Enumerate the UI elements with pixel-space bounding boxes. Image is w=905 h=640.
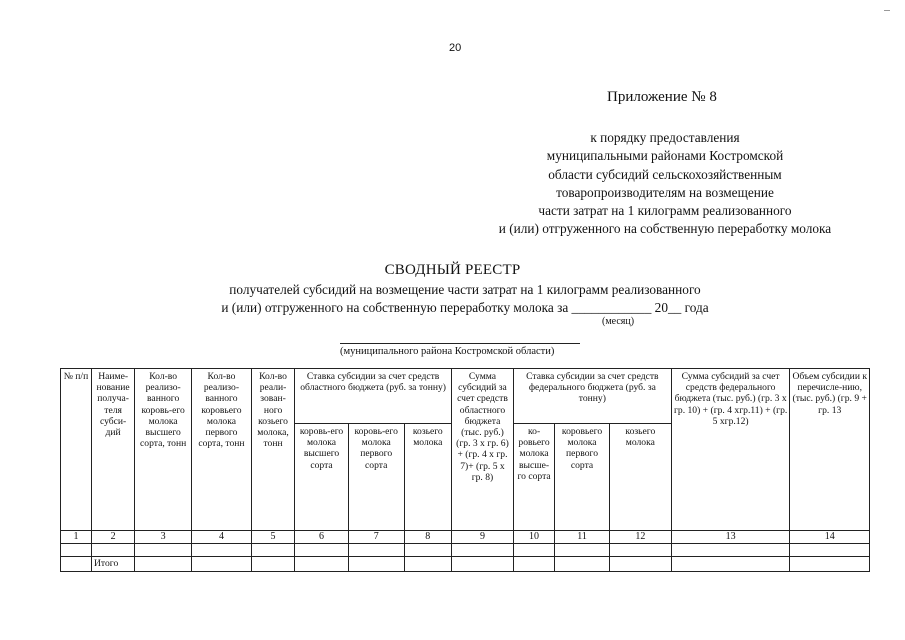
column-number: 14	[790, 531, 870, 544]
total-row	[61, 557, 870, 572]
table-cell	[790, 544, 870, 557]
appendix-line: области субсидий сельскохозяйственным	[548, 166, 782, 182]
table-cell	[348, 557, 404, 572]
table-cell	[61, 557, 92, 572]
column-number: 8	[404, 531, 451, 544]
header-cell: Сумма субсидий за счет средств федерального бюджета (тыс. руб.) (гр. 3 х гр. 10) + (гр. 4 хгр.11) + (гр. 5 хгр.12)	[671, 369, 790, 531]
table-cell	[513, 557, 554, 572]
column-number: 1	[61, 531, 92, 544]
table-cell	[513, 544, 554, 557]
table-cell	[348, 544, 404, 557]
table-cell	[192, 544, 252, 557]
district-underline	[340, 343, 580, 344]
table-header-row	[61, 369, 870, 424]
table-cell	[251, 544, 294, 557]
registry-table	[60, 368, 870, 572]
column-number: 3	[135, 531, 192, 544]
header-cell: козьего молока	[609, 424, 671, 531]
column-number-row	[61, 531, 870, 544]
header-cell: Объем субсидии к перечисле-нию, (тыс. руб.) (гр. 9 + гр. 13	[790, 369, 870, 531]
column-number: 12	[609, 531, 671, 544]
month-caption: (месяц)	[602, 316, 635, 327]
corner-mark	[884, 10, 890, 11]
header-cell: Сумма субсидий за счет средств областного бюджета (тыс. руб.) (гр. 3 х гр. 6) + (гр. 4 х гр. 7)+ (гр. 5 х гр. 8)	[452, 369, 514, 531]
column-number: 13	[671, 531, 790, 544]
district-caption: (муниципального района Костромской области)	[340, 346, 555, 357]
header-cell: № п/п	[61, 369, 92, 531]
registry-subtitle	[165, 281, 765, 317]
column-number: 2	[91, 531, 134, 544]
table-cell	[91, 544, 134, 557]
table-cell	[135, 557, 192, 572]
table-cell	[555, 544, 610, 557]
appendix-title: Приложение № 8	[607, 89, 717, 105]
column-number: 9	[452, 531, 514, 544]
table-cell	[609, 557, 671, 572]
header-group-federal: Ставка субсидии за счет средств федерального бюджета (руб. за тонну)	[513, 369, 671, 424]
header-cell: козьего молока	[404, 424, 451, 531]
appendix-line: товаропроизводителям на возмещение	[556, 184, 774, 200]
table-cell	[555, 557, 610, 572]
column-number: 7	[348, 531, 404, 544]
header-cell: Кол-во реализо-ванного коровьего молока первого сорта, тонн	[192, 369, 252, 531]
page-number: 20	[449, 42, 462, 54]
column-number: 6	[295, 531, 349, 544]
table-cell	[61, 544, 92, 557]
table-cell	[135, 544, 192, 557]
appendix-line: и (или) отгруженного на собственную переработку молока	[498, 221, 832, 237]
table-cell	[192, 557, 252, 572]
table-cell	[295, 557, 349, 572]
table-cell	[295, 544, 349, 557]
appendix-line: к порядку предоставления	[590, 130, 740, 145]
table-cell	[452, 557, 514, 572]
header-cell: коровь-его молока первого сорта	[348, 424, 404, 531]
table-cell	[251, 557, 294, 572]
header-cell: коровьего молока первого сорта	[555, 424, 610, 531]
header-cell: коровь-его молока высшего сорта	[295, 424, 349, 531]
table-cell	[452, 544, 514, 557]
table-row	[61, 544, 870, 557]
table-cell	[671, 557, 790, 572]
appendix-line: части затрат на 1 килограмм реализованного	[538, 203, 792, 219]
appendix-line: муниципальными районами Костромской	[546, 148, 784, 164]
column-number: 5	[251, 531, 294, 544]
column-number: 11	[555, 531, 610, 544]
appendix-text	[470, 129, 860, 239]
header-group-regional: Ставка субсидии за счет средств областного бюджета (руб. за тонну)	[295, 369, 452, 424]
header-cell: ко-ровьего молока высше-го сорта	[513, 424, 554, 531]
registry-subtitle-line2: и (или) отгруженного на собственную переработку молока за ____________ 20__ года	[221, 300, 709, 315]
table-cell	[790, 557, 870, 572]
table-cell	[404, 544, 451, 557]
table-cell	[609, 544, 671, 557]
table-cell	[671, 544, 790, 557]
column-number: 4	[192, 531, 252, 544]
header-cell: Наиме-нование получа-теля субси-дий	[91, 369, 134, 531]
header-cell: Кол-во реали-зован-ного козьего молока, тонн	[251, 369, 294, 531]
registry-title: СВОДНЫЙ РЕЕСТР	[384, 262, 521, 278]
table-cell	[404, 557, 451, 572]
registry-subtitle-line1: получателей субсидий на возмещение части затрат на 1 килограмм реализованного	[229, 282, 701, 297]
column-number: 10	[513, 531, 554, 544]
header-cell: Кол-во реализо-ванного коровь-его молока высшего сорта, тонн	[135, 369, 192, 531]
total-label: Итого	[91, 557, 134, 572]
